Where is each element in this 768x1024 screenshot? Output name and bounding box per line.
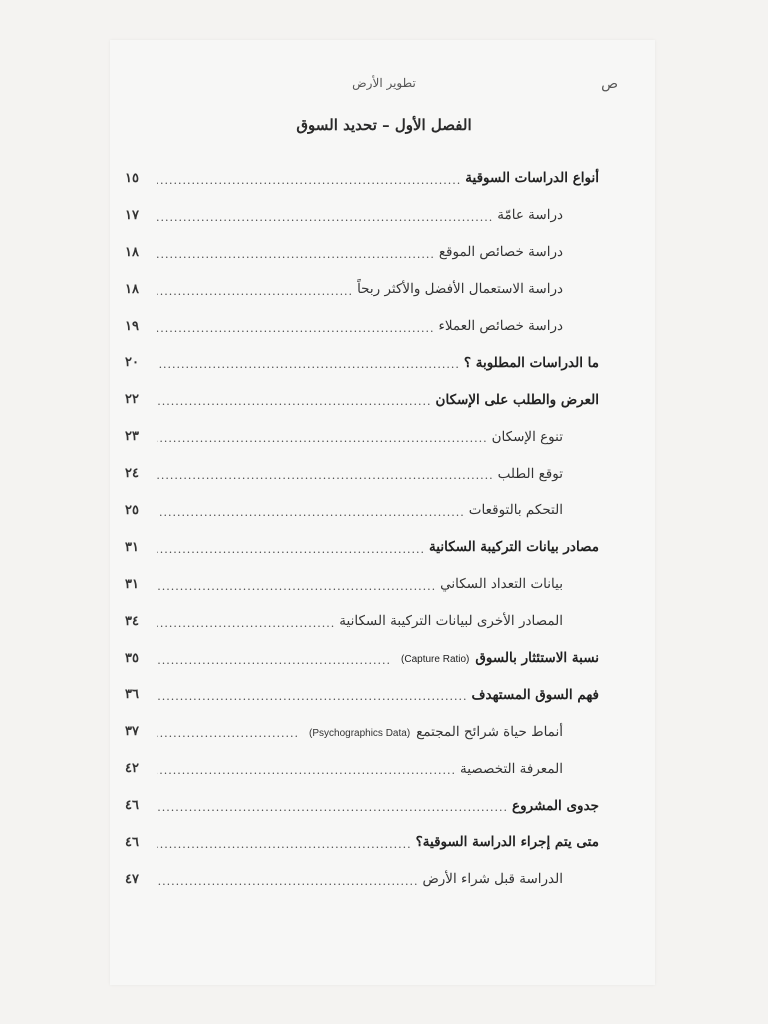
toc-entry-text: أنماط حياة شرائح المجتمع bbox=[416, 723, 563, 740]
toc-page-number: ٤٦ bbox=[125, 798, 139, 814]
toc-entry bbox=[125, 529, 599, 566]
dot-leader bbox=[157, 211, 493, 224]
page-marker: ص bbox=[601, 76, 618, 92]
toc-page-number: ١٨ bbox=[125, 281, 139, 297]
toc-entry bbox=[125, 418, 599, 455]
toc-page-number: ٢٣ bbox=[125, 429, 139, 445]
toc-entry-text: التحكم بالتوقعات bbox=[468, 502, 563, 519]
toc-entry-title bbox=[440, 576, 563, 592]
dot-leader bbox=[157, 690, 467, 703]
toc-entry-title bbox=[498, 466, 563, 482]
toc-entry-title bbox=[422, 871, 563, 887]
toc-entry bbox=[125, 603, 599, 640]
toc-entry-text: جدوى المشروع bbox=[512, 797, 599, 814]
toc-entry-title bbox=[464, 355, 599, 371]
toc-entry bbox=[125, 750, 599, 787]
toc-entry-title bbox=[465, 170, 599, 186]
toc-entry-title bbox=[512, 798, 599, 814]
toc-entry-text: دراسة خصائص الموقع bbox=[438, 244, 563, 261]
toc-entry bbox=[125, 787, 599, 824]
dot-leader bbox=[157, 617, 335, 630]
dot-leader bbox=[157, 469, 494, 482]
toc-page-number: ٣٦ bbox=[125, 687, 139, 703]
toc-page-number: ٣٧ bbox=[125, 724, 139, 740]
dot-leader bbox=[157, 174, 461, 187]
toc-entry-text: العرض والطلب على الإسكان bbox=[435, 391, 599, 408]
toc-page-number: ٢٥ bbox=[125, 502, 139, 518]
toc-entry-title bbox=[460, 761, 563, 777]
toc-entry-title bbox=[436, 392, 599, 408]
toc-entry-title bbox=[497, 207, 563, 223]
toc-entry-english-term: (Capture Ratio) bbox=[401, 654, 470, 666]
toc-entry-text: تنوع الإسكان bbox=[491, 428, 563, 445]
toc-entry-text: دراسة عامّة bbox=[497, 207, 563, 224]
toc-entry bbox=[125, 640, 599, 677]
toc-entry-title bbox=[469, 502, 563, 518]
book-title: تطوير الأرض bbox=[352, 76, 416, 90]
toc-entry-title bbox=[492, 429, 563, 445]
dot-leader bbox=[157, 506, 465, 519]
toc-entry-title bbox=[439, 318, 563, 334]
dot-leader bbox=[157, 248, 435, 261]
dot-leader bbox=[157, 801, 508, 814]
toc-entry bbox=[125, 197, 599, 234]
toc-entry-title bbox=[357, 281, 563, 297]
toc-entry bbox=[125, 344, 599, 381]
toc-entry-title bbox=[339, 613, 563, 629]
toc-page-number: ٤٦ bbox=[125, 834, 139, 850]
toc-entry bbox=[125, 308, 599, 345]
toc-entry-text: المصادر الأخرى لبيانات التركيبة السكانية bbox=[339, 613, 563, 630]
toc-entry bbox=[125, 824, 599, 861]
toc-entry bbox=[125, 676, 599, 713]
toc-entry bbox=[125, 713, 599, 750]
toc-entry-text: بيانات التعداد السكاني bbox=[440, 576, 563, 593]
dot-leader bbox=[157, 322, 435, 335]
running-header bbox=[0, 76, 768, 96]
toc-entry-text: نسبة الاستئثار بالسوق bbox=[475, 650, 599, 667]
toc-entry-title bbox=[395, 650, 599, 666]
dot-leader bbox=[157, 727, 299, 740]
dot-leader bbox=[157, 395, 432, 408]
toc-entry bbox=[125, 566, 599, 603]
dot-leader bbox=[157, 432, 488, 445]
toc-page-number: ١٧ bbox=[125, 207, 139, 223]
toc-page-number: ٢٢ bbox=[125, 392, 139, 408]
toc-entry-text: ما الدراسات المطلوبة ؟ bbox=[463, 354, 599, 371]
toc-page-number: ٤٢ bbox=[125, 761, 139, 777]
toc-entry-text: أنواع الدراسات السوقية bbox=[465, 170, 599, 187]
toc-entry-text: متى يتم إجراء الدراسة السوقية؟ bbox=[415, 834, 599, 851]
toc-entry-text: المعرفة التخصصية bbox=[460, 760, 563, 777]
toc-entry-text: الدراسة قبل شراء الأرض bbox=[422, 871, 563, 888]
toc-page-number: ٢٤ bbox=[125, 466, 139, 482]
dot-leader bbox=[157, 358, 460, 371]
toc-page-number: ٣١ bbox=[125, 539, 139, 555]
toc-page-number: ٣٤ bbox=[125, 613, 139, 629]
toc-entry-text: فهم السوق المستهدف bbox=[471, 686, 599, 703]
toc-entry-english-term: (Psychographics Data) bbox=[309, 727, 411, 739]
toc-page-number: ١٨ bbox=[125, 244, 139, 260]
chapter-title: الفصل الأول – تحديد السوق bbox=[296, 116, 472, 134]
dot-leader bbox=[157, 838, 412, 851]
dot-leader bbox=[157, 764, 456, 777]
dot-leader bbox=[157, 580, 436, 593]
toc-entry bbox=[125, 492, 599, 529]
toc-entry-title bbox=[303, 724, 563, 740]
toc-entry bbox=[125, 160, 599, 197]
table-of-contents bbox=[125, 160, 599, 898]
dot-leader bbox=[157, 654, 391, 667]
dot-leader bbox=[157, 875, 418, 888]
toc-entry-text: دراسة الاستعمال الأفضل والأكثر ربحاً bbox=[357, 281, 563, 298]
toc-page-number: ١٩ bbox=[125, 318, 139, 334]
toc-page-number: ٢٠ bbox=[125, 355, 139, 371]
toc-entry-title bbox=[416, 834, 599, 850]
toc-entry bbox=[125, 861, 599, 898]
toc-page-number: ٣٥ bbox=[125, 650, 139, 666]
toc-entry bbox=[125, 271, 599, 308]
toc-entry bbox=[125, 234, 599, 271]
toc-entry-title bbox=[439, 244, 563, 260]
toc-entry-text: مصادر بيانات التركيبة السكانية bbox=[429, 539, 599, 556]
toc-entry-text: دراسة خصائص العملاء bbox=[438, 318, 563, 334]
toc-page-number: ٣١ bbox=[125, 576, 139, 592]
toc-entry-title bbox=[429, 539, 599, 555]
dot-leader bbox=[157, 285, 353, 298]
toc-entry bbox=[125, 381, 599, 418]
toc-entry bbox=[125, 455, 599, 492]
toc-page-number: ٤٧ bbox=[125, 871, 139, 887]
toc-entry-title bbox=[471, 687, 599, 703]
toc-entry-text: توقع الطلب bbox=[497, 465, 563, 482]
dot-leader bbox=[157, 543, 425, 556]
toc-page-number: ١٥ bbox=[125, 170, 139, 186]
